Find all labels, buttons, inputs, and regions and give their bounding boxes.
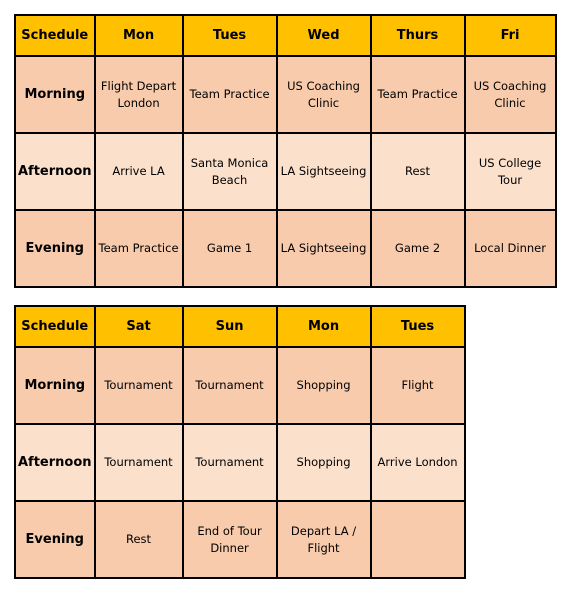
schedule-cell: Game 1 — [183, 210, 277, 287]
corner-header: Schedule — [15, 306, 95, 347]
row-label: Morning — [15, 347, 95, 424]
row-label: Afternoon — [15, 424, 95, 501]
table-row-morning — [15, 347, 465, 424]
schedule-cell: Arrive LA — [95, 133, 183, 210]
schedule-cell: Rest — [95, 501, 183, 578]
schedule-table-week2 — [14, 305, 466, 579]
schedule-cell: Shopping — [277, 424, 371, 501]
schedule-cell: US Coaching Clinic — [277, 56, 371, 133]
header-row — [15, 306, 465, 347]
schedule-cell: US Coaching Clinic — [465, 56, 556, 133]
schedule-cell: Depart LA / Flight — [277, 501, 371, 578]
table-row-morning — [15, 56, 556, 133]
schedule-table-week1 — [14, 14, 557, 288]
schedule-cell: LA Sightseeing — [277, 133, 371, 210]
row-label: Afternoon — [15, 133, 95, 210]
schedule-cell: Game 2 — [371, 210, 465, 287]
table-row-evening — [15, 210, 556, 287]
table-row-afternoon — [15, 133, 556, 210]
schedule-cell: End of Tour Dinner — [183, 501, 277, 578]
day-header: Wed — [277, 15, 371, 56]
schedule-cell: Team Practice — [371, 56, 465, 133]
schedule-cell: Team Practice — [183, 56, 277, 133]
header-row — [15, 15, 556, 56]
day-header: Mon — [95, 15, 183, 56]
schedule-cell: US College Tour — [465, 133, 556, 210]
day-header: Mon — [277, 306, 371, 347]
day-header: Sat — [95, 306, 183, 347]
schedule-cell: Santa Monica Beach — [183, 133, 277, 210]
schedule-cell: Flight Depart London — [95, 56, 183, 133]
day-header: Fri — [465, 15, 556, 56]
schedule-cell: Arrive London — [371, 424, 465, 501]
schedule-cell: Tournament — [183, 347, 277, 424]
table-row-evening — [15, 501, 465, 578]
schedule-cell: Rest — [371, 133, 465, 210]
table-row-afternoon — [15, 424, 465, 501]
row-label: Morning — [15, 56, 95, 133]
day-header: Thurs — [371, 15, 465, 56]
schedule-cell: Tournament — [183, 424, 277, 501]
schedule-cell: LA Sightseeing — [277, 210, 371, 287]
row-label: Evening — [15, 501, 95, 578]
schedule-cell: Team Practice — [95, 210, 183, 287]
schedule-cell — [371, 501, 465, 578]
schedule-cell: Tournament — [95, 347, 183, 424]
schedule-cell: Shopping — [277, 347, 371, 424]
day-header: Tues — [183, 15, 277, 56]
row-label: Evening — [15, 210, 95, 287]
day-header: Sun — [183, 306, 277, 347]
corner-header: Schedule — [15, 15, 95, 56]
schedule-cell: Tournament — [95, 424, 183, 501]
day-header: Tues — [371, 306, 465, 347]
schedule-cell: Local Dinner — [465, 210, 556, 287]
schedule-cell: Flight — [371, 347, 465, 424]
